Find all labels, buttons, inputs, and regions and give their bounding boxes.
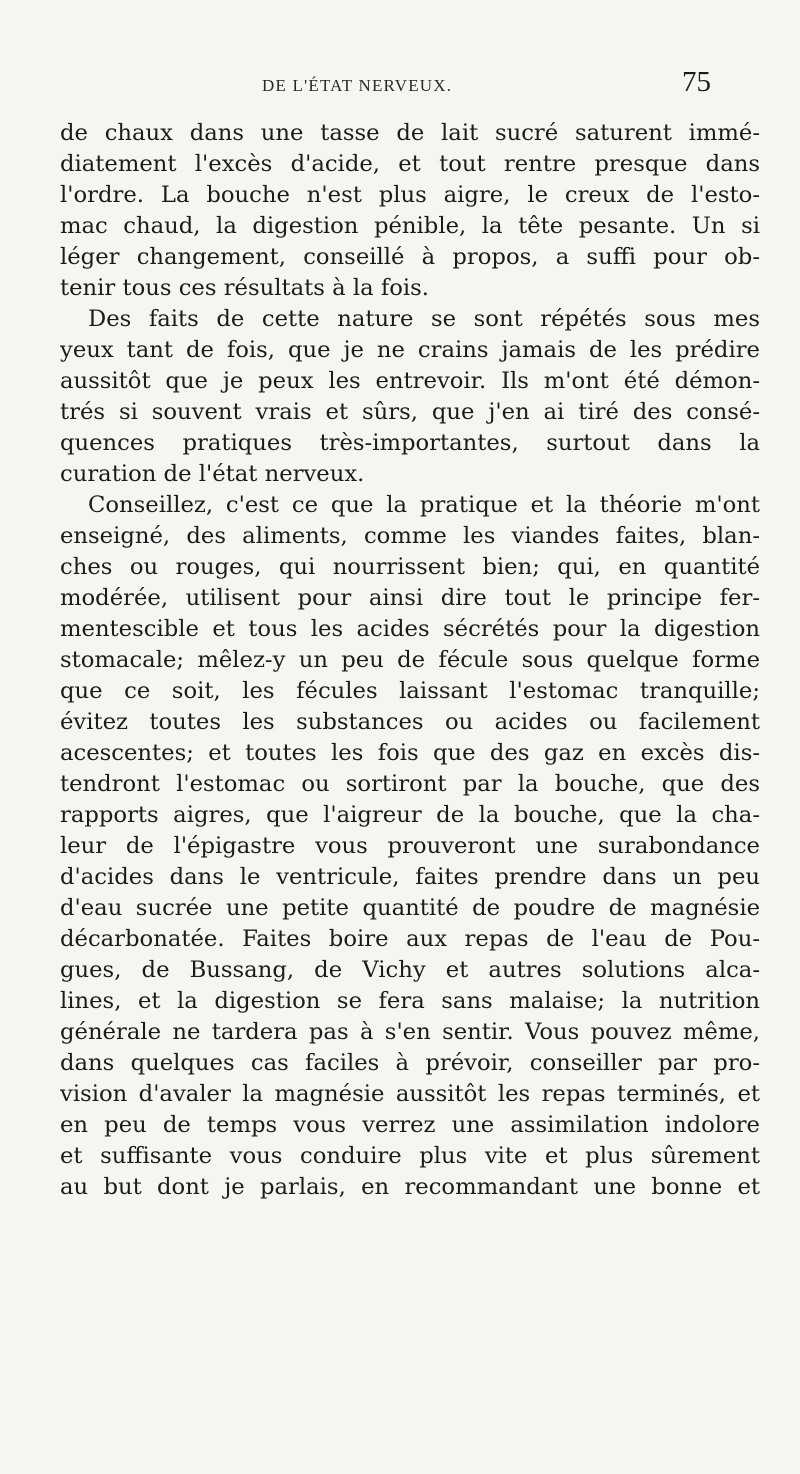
text-line: dans quelques cas faciles à prévoir, conseiller par pro-: [60, 1050, 760, 1076]
text-line: de chaux dans une tasse de lait sucré saturent immé-: [60, 120, 760, 146]
text-line: curation de l'état nerveux.: [60, 461, 365, 487]
running-title: DE L'ÉTAT NERVEUX.: [262, 76, 453, 95]
text-line: ches ou rouges, qui nourrissent bien; qui, en quantité: [60, 554, 760, 580]
body-text: [60, 118, 760, 1203]
text-line: l'ordre. La bouche n'est plus aigre, le creux de l'esto-: [60, 182, 760, 208]
text-line: tenir tous ces résultats à la fois.: [60, 275, 429, 301]
text-line: léger changement, conseillé à propos, a suffi pour ob-: [60, 244, 760, 270]
text-line: diatement l'excès d'acide, et tout rentre presque dans: [60, 151, 760, 177]
text-line: mentescible et tous les acides sécrétés pour la digestion: [60, 616, 760, 642]
text-line: Des faits de cette nature se sont répétés sous mes: [88, 306, 760, 332]
text-line: acescentes; et toutes les fois que des gaz en excès dis-: [60, 740, 760, 766]
text-line: et suffisante vous conduire plus vite et plus sûrement: [60, 1143, 760, 1169]
text-line: que ce soit, les fécules laissant l'estomac tranquille;: [60, 678, 760, 704]
text-line: lines, et la digestion se fera sans malaise; la nutrition: [60, 988, 760, 1014]
text-line: vision d'avaler la magnésie aussitôt les repas terminés, et: [60, 1081, 760, 1107]
text-line: rapports aigres, que l'aigreur de la bouche, que la cha-: [60, 802, 760, 828]
text-line: décarbonatée. Faites boire aux repas de l'eau de Pou-: [60, 926, 760, 952]
text-line: d'acides dans le ventricule, faites prendre dans un peu: [60, 864, 760, 890]
text-line: quences pratiques très-importantes, surtout dans la: [60, 430, 760, 456]
text-line: en peu de temps vous verrez une assimilation indolore: [60, 1112, 760, 1138]
text-line: Conseillez, c'est ce que la pratique et la théorie m'ont: [88, 492, 760, 518]
text-line: modérée, utilisent pour ainsi dire tout le principe fer-: [60, 585, 760, 611]
page-number: 75: [682, 66, 711, 98]
text-line: leur de l'épigastre vous prouveront une surabondance: [60, 833, 760, 859]
text-line: générale ne tardera pas à s'en sentir. Vous pouvez même,: [60, 1019, 760, 1045]
text-line: évitez toutes les substances ou acides ou facilement: [60, 709, 760, 735]
running-head: [0, 62, 800, 102]
text-line: yeux tant de fois, que je ne crains jamais de les prédire: [60, 337, 760, 363]
text-line: enseigné, des aliments, comme les viandes faites, blan-: [60, 523, 760, 549]
text-line: au but dont je parlais, en recommandant une bonne et: [60, 1174, 760, 1200]
text-line: gues, de Bussang, de Vichy et autres solutions alca-: [60, 957, 760, 983]
text-line: trés si souvent vrais et sûrs, que j'en ai tiré des consé-: [60, 399, 760, 425]
text-line: tendront l'estomac ou sortiront par la bouche, que des: [60, 771, 760, 797]
text-line: d'eau sucrée une petite quantité de poudre de magnésie: [60, 895, 760, 921]
text-line: mac chaud, la digestion pénible, la tête pesante. Un si: [60, 213, 760, 239]
text-line: aussitôt que je peux les entrevoir. Ils m'ont été démon-: [60, 368, 760, 394]
text-line: stomacale; mêlez-y un peu de fécule sous quelque forme: [60, 647, 760, 673]
